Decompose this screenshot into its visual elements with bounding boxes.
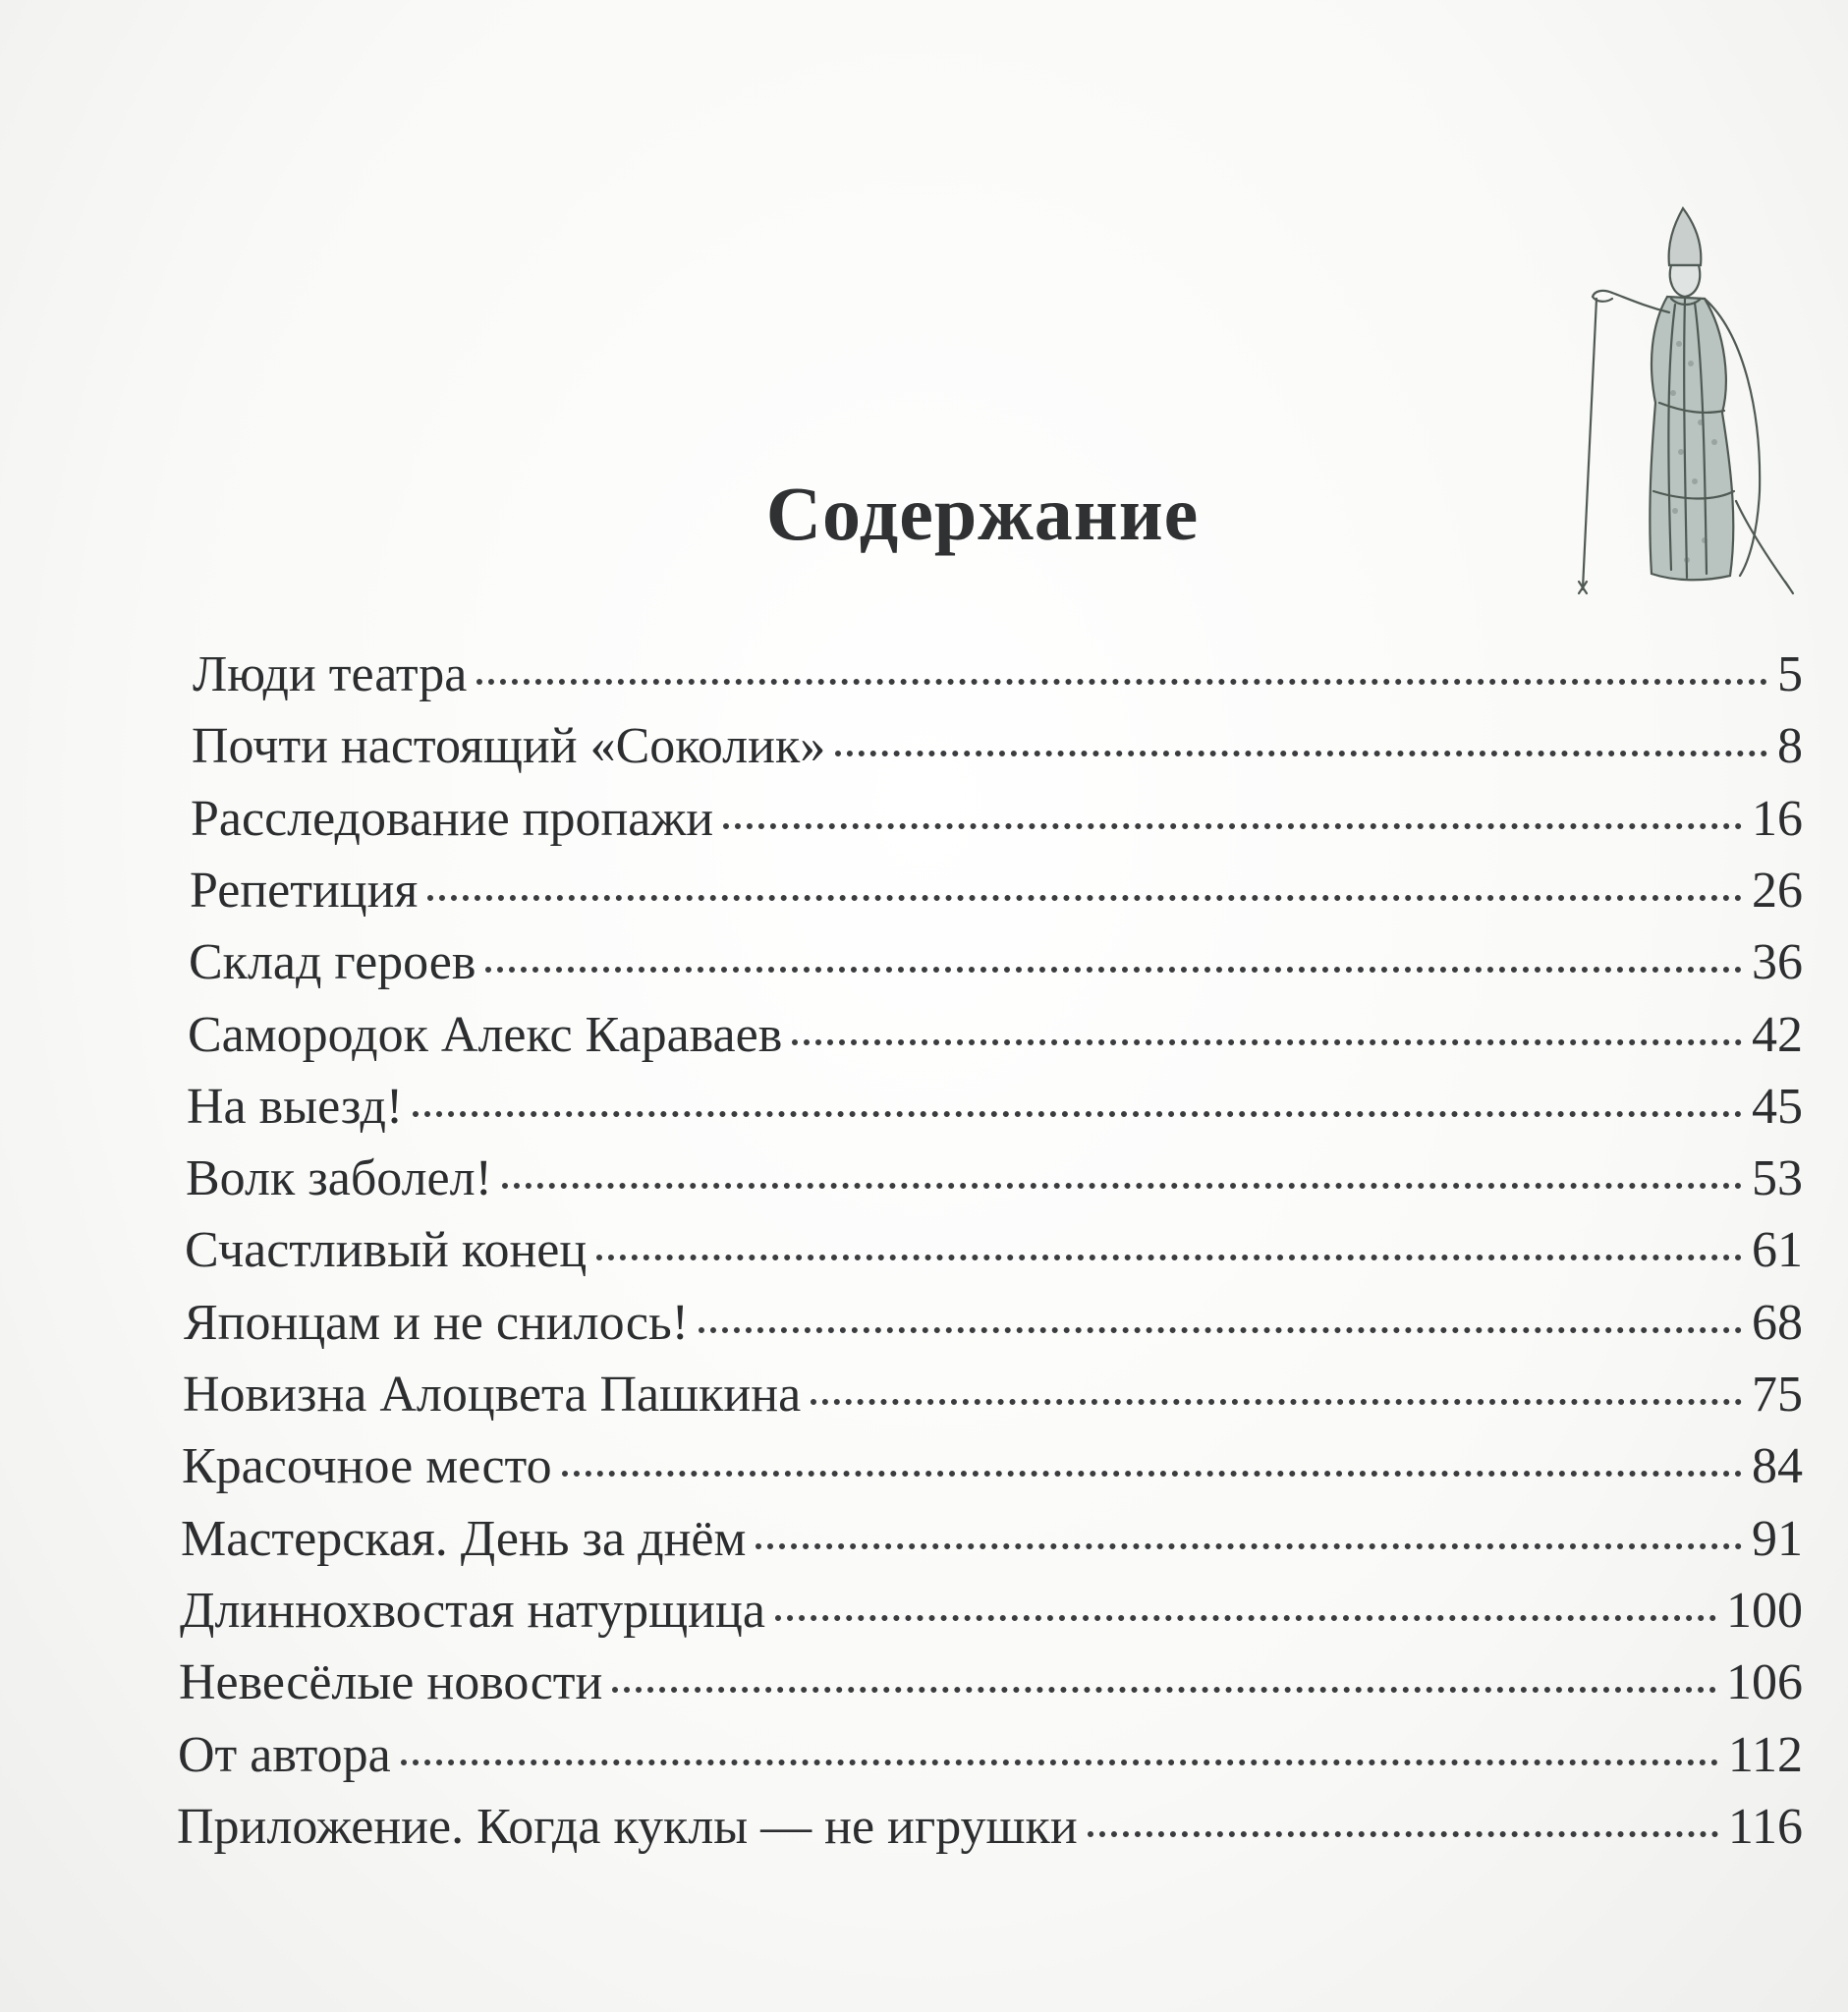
toc-entry <box>187 1071 1803 1144</box>
toc-entry <box>182 1430 1803 1503</box>
toc-dot-leader <box>612 1687 1716 1693</box>
toc-entry <box>180 1575 1803 1648</box>
toc-entry <box>193 639 1803 711</box>
toc-entry <box>186 1143 1803 1215</box>
toc-dot-leader <box>401 1760 1718 1765</box>
toc-entry <box>177 1791 1803 1864</box>
toc-entry-page-number: 100 <box>1726 1582 1803 1639</box>
toc-entry-title: От автора <box>178 1726 391 1783</box>
toc-dot-leader <box>427 895 1742 901</box>
toc-entry-page-number: 68 <box>1752 1294 1803 1351</box>
toc-dot-leader <box>699 1327 1742 1333</box>
toc-dot-leader <box>502 1183 1742 1189</box>
toc-entry-page-number: 112 <box>1727 1726 1803 1783</box>
toc-entry <box>188 999 1803 1072</box>
toc-entry <box>184 1287 1803 1360</box>
toc-dot-leader <box>792 1039 1742 1045</box>
toc-entry-title: Репетиция <box>190 862 419 919</box>
toc-dot-leader <box>811 1399 1742 1405</box>
toc-entry <box>191 783 1803 856</box>
toc-entry <box>181 1503 1803 1576</box>
toc-entry <box>190 855 1803 927</box>
toc-entry-page-number: 45 <box>1752 1078 1803 1135</box>
toc-dot-leader <box>476 679 1767 685</box>
toc-entry-title: Расследование пропажи <box>191 790 714 847</box>
toc-entry-title: Люди театра <box>193 646 468 702</box>
toc-entry <box>185 1214 1803 1287</box>
toc-entry-title: Волк заболел! <box>186 1150 492 1207</box>
toc-entry-page-number: 91 <box>1752 1510 1803 1567</box>
toc-entry-page-number: 5 <box>1777 646 1803 702</box>
toc-entry-title: Склад героев <box>189 934 476 991</box>
toc-entry-title: Почти настоящий «Соколик» <box>192 718 826 775</box>
toc-dot-leader <box>775 1615 1716 1621</box>
toc-dot-leader <box>1088 1831 1718 1837</box>
toc-dot-leader <box>413 1111 1742 1117</box>
toc-entry-page-number: 116 <box>1727 1798 1803 1855</box>
toc-entry-title: Невесёлые новости <box>179 1654 603 1711</box>
toc-entry-page-number: 8 <box>1777 718 1803 775</box>
toc-entry-title: Счастливый конец <box>185 1222 588 1279</box>
toc-entry-page-number: 75 <box>1752 1367 1803 1423</box>
toc-entry-page-number: 106 <box>1726 1654 1803 1711</box>
toc-entry-title: Мастерская. День за днём <box>181 1510 747 1567</box>
toc-entry-page-number: 16 <box>1752 790 1803 847</box>
page-title: Содержание <box>765 471 1200 556</box>
toc-entry <box>179 1647 1803 1719</box>
toc-dot-leader <box>562 1471 1742 1477</box>
toc-entry-page-number: 53 <box>1752 1150 1803 1207</box>
toc-entry-page-number: 42 <box>1752 1006 1803 1063</box>
toc-entry-title: Новизна Алоцвета Пашкина <box>183 1367 802 1423</box>
toc-dot-leader <box>485 967 1742 973</box>
toc-entry-page-number: 61 <box>1752 1222 1803 1279</box>
toc-entry-title: Длиннохвостая натурщица <box>180 1582 765 1639</box>
toc-entry-title: Приложение. Когда куклы — не игрушки <box>177 1798 1078 1855</box>
toc-entry-title: На выезд! <box>187 1078 404 1135</box>
toc-entry <box>192 710 1803 783</box>
toc-dot-leader <box>835 751 1767 756</box>
toc-entry-title: Японцам и не снилось! <box>184 1294 689 1351</box>
toc-entry <box>189 926 1803 999</box>
toc-entry <box>183 1359 1803 1431</box>
toc-entry <box>178 1719 1803 1792</box>
toc-dot-leader <box>723 823 1742 829</box>
toc-entry-page-number: 84 <box>1752 1438 1803 1495</box>
toc-entry-title: Самородок Алекс Караваев <box>188 1006 783 1063</box>
toc-dot-leader <box>756 1543 1742 1549</box>
toc-dot-leader <box>596 1255 1742 1260</box>
toc-entry-page-number: 26 <box>1752 862 1803 919</box>
toc-entry-title: Красочное место <box>182 1438 552 1495</box>
toc-entry-page-number: 36 <box>1752 934 1803 991</box>
